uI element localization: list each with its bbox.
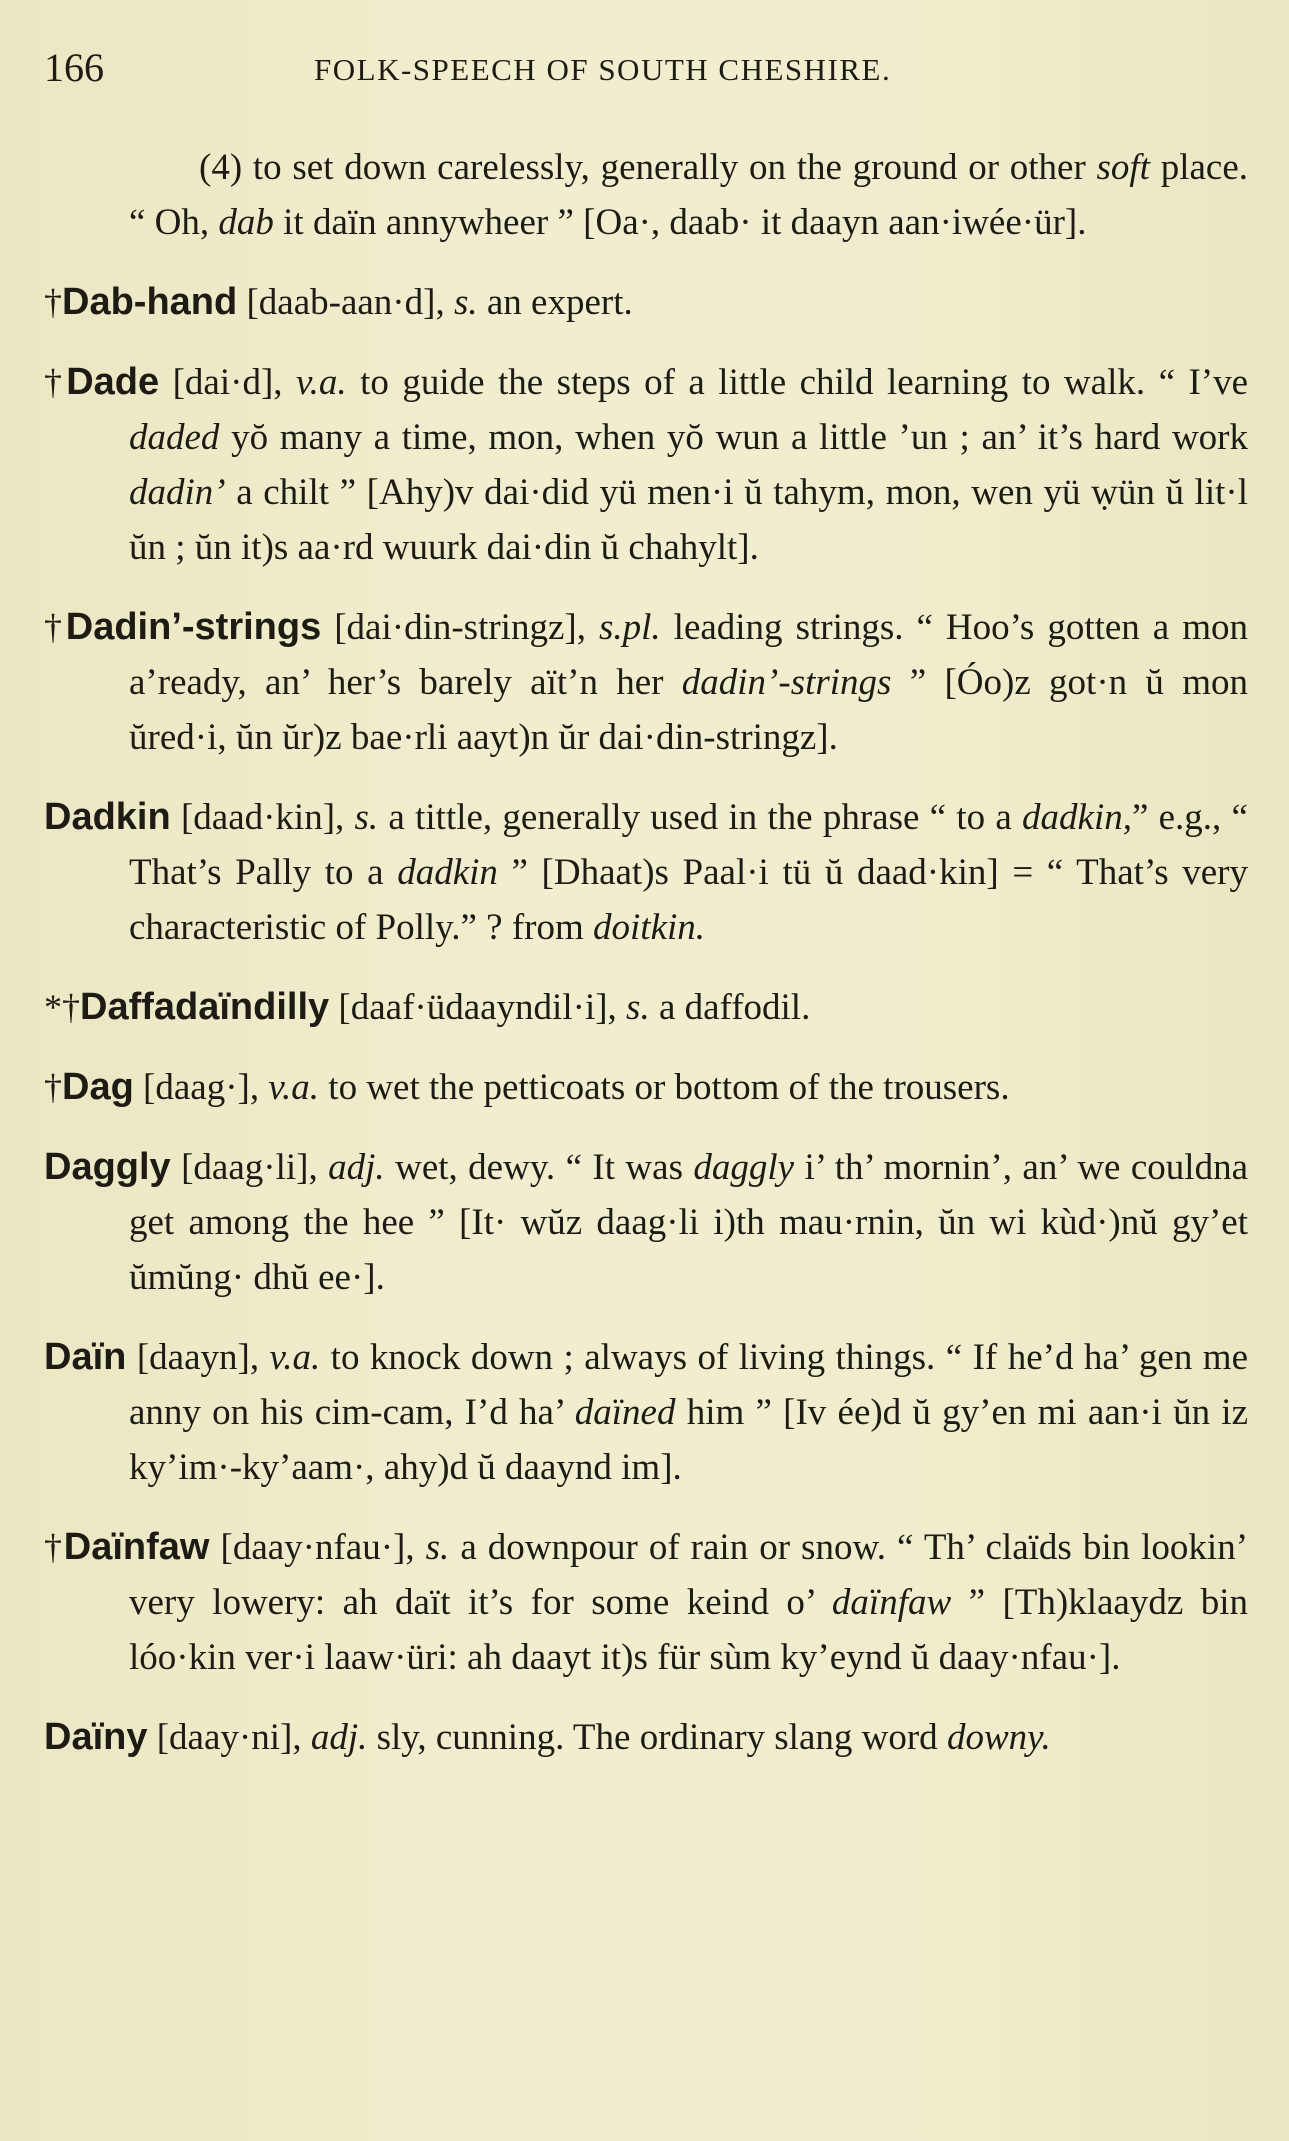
headword: Dab-hand — [62, 281, 238, 323]
entry-text: [daayn], — [126, 1337, 270, 1378]
dictionary-entries — [44, 140, 1248, 1790]
italic-text: v.a. — [295, 362, 347, 403]
headword: Dade — [66, 361, 160, 403]
dictionary-entry — [44, 600, 1248, 765]
entry-text: wet, dewy. “ It was — [384, 1147, 694, 1188]
italic-text: s. — [425, 1527, 450, 1568]
entry-marker: † — [44, 282, 62, 322]
entry-text: place. “ Oh, — [129, 147, 1248, 243]
entry-marker: † — [44, 362, 67, 402]
dictionary-entry — [44, 1710, 1248, 1765]
entry-text: yŏ many a time, mon, when yŏ wun a little ’un ; an’ it’s hard work — [219, 417, 1248, 458]
headword: Daïnfaw — [63, 1526, 210, 1568]
entry-text: ” [Óo)z got·n ŭ mon ŭred·i, ŭn ŭr)z bae·rli aayt)n ŭr dai·din-stringz]. — [129, 662, 1248, 758]
italic-text: s. — [453, 282, 478, 323]
italic-text: dadkin — [397, 852, 498, 893]
headword: Daffadaïndilly — [80, 986, 330, 1028]
italic-text: s.pl. — [598, 607, 661, 648]
dictionary-entry — [44, 1140, 1248, 1305]
headword: Dag — [62, 1066, 134, 1108]
entry-text: leading strings. “ Hoo’s gotten a mon a’ready, an’ her’s barely aït’n her — [129, 607, 1249, 703]
entry-marker: *† — [44, 987, 80, 1027]
entry-text: a chilt ” [Ahy)v dai·did yü men·i ŭ tahym, mon, wen yü ẉün ŭ lit·l ŭn ; ŭn it)s aa·rd wuurk dai·din ŭ chahylt]. — [129, 472, 1248, 568]
dictionary-entry — [44, 790, 1248, 955]
italic-text: downy. — [946, 1717, 1051, 1758]
running-title: FOLK-SPEECH OF SOUTH CHESHIRE. — [314, 52, 892, 87]
italic-text: dadkin, — [1022, 797, 1132, 838]
dictionary-entry — [44, 1060, 1248, 1115]
italic-text: daggly — [693, 1147, 795, 1188]
headword: Daïny — [44, 1716, 148, 1758]
entry-text: ” e.g., “ That’s Pally to a — [129, 797, 1248, 893]
italic-text: soft — [1096, 147, 1150, 188]
headword: Daïn — [44, 1336, 127, 1378]
entry-text: ” [Dhaat)s Paal·i tü ŭ daad·kin] = “ That’s very characteristic of Polly.” ? from — [129, 852, 1248, 948]
dictionary-entry — [44, 355, 1248, 575]
entry-text: [daab-aan·d], — [237, 282, 454, 323]
entry-text: (4) to set down carelessly, generally on the ground or other — [199, 147, 1097, 188]
entry-text: to knock down ; always of living things. “ If he’d ha’ gen me anny on his cim-cam, I’d ha’ — [129, 1337, 1248, 1433]
italic-text: adj. — [310, 1717, 368, 1758]
dictionary-entry — [44, 1520, 1248, 1685]
entry-text: him ” [Iv ée)d ŭ gy’en mi aan·i ŭn iz ky’im·-ky’aam·, ahy)d ŭ daaynd im]. — [129, 1392, 1248, 1488]
headword: Dadkin — [44, 796, 171, 838]
italic-text: s. — [626, 987, 650, 1028]
entry-text: an expert. — [477, 282, 633, 323]
entry-text: to wet the petticoats or bottom of the trousers. — [319, 1067, 1010, 1108]
entry-text: [daay·ni], — [147, 1717, 311, 1758]
italic-text: adj. — [328, 1147, 385, 1188]
entry-marker: † — [44, 1527, 64, 1567]
indent — [129, 147, 199, 188]
dictionary-entry — [44, 1330, 1248, 1495]
entry-text: [dai·d], — [159, 362, 296, 403]
entry-text: a daffodil. — [649, 987, 811, 1028]
entry-continuation — [44, 140, 1248, 250]
entry-text: sly, cunning. The ordinary slang word — [367, 1717, 947, 1758]
entry-text: [daag·], — [133, 1067, 269, 1108]
page-header — [44, 44, 1254, 94]
italic-text: v.a. — [268, 1067, 320, 1108]
italic-text: daded — [129, 417, 220, 458]
entry-text: i’ th’ mornin’, an’ we couldna get among the hee ” [It· wŭz daag·li i)th mau·rnin, ŭn wi kùd·)nŭ gy’et ŭmŭng· dhŭ ee·]. — [129, 1147, 1248, 1298]
italic-text: dadin’ — [129, 472, 226, 513]
entry-text: [daay·nfau·], — [209, 1527, 426, 1568]
dictionary-entry — [44, 980, 1248, 1035]
page-number: 166 — [44, 45, 104, 90]
entry-text: a downpour of rain or snow. “ Th’ claïds bin lookin’ very lowery: ah daït it’s for some keind o’ — [129, 1527, 1249, 1623]
entry-text: ” [Th)klaaydz bin lóo·kin ver·i laaw·üri: ah daayt it)s für sùm ky’eynd ŭ daay·nfau·]. — [129, 1582, 1248, 1678]
entry-text: [dai·din-stringz], — [321, 607, 599, 648]
italic-text: s. — [354, 797, 379, 838]
italic-text: dadin’-strings — [681, 662, 892, 703]
entry-text: it daïn annywheer ” [Oa·, daab· it daayn aan·iwée·ür]. — [273, 202, 1087, 243]
italic-text: dab — [218, 202, 274, 243]
dictionary-entry — [44, 275, 1248, 330]
entry-text: [daag·li], — [170, 1147, 329, 1188]
headword: Daggly — [44, 1146, 171, 1188]
italic-text: daïnfaw — [831, 1582, 952, 1623]
headword: Dadin’-strings — [65, 606, 322, 648]
italic-text: daïned — [574, 1392, 676, 1433]
entry-marker: † — [44, 1067, 62, 1107]
italic-text: v.a. — [269, 1337, 321, 1378]
entry-text: [daaf·üdaayndil·i], — [329, 987, 627, 1028]
entry-text: to guide the steps of a little child learning to walk. “ I’ve — [346, 362, 1249, 403]
entry-text: a tittle, generally used in the phrase “ to a — [378, 797, 1023, 838]
entry-text: [daad·kin], — [170, 797, 355, 838]
entry-marker: † — [44, 607, 66, 647]
italic-text: doitkin. — [593, 907, 706, 948]
